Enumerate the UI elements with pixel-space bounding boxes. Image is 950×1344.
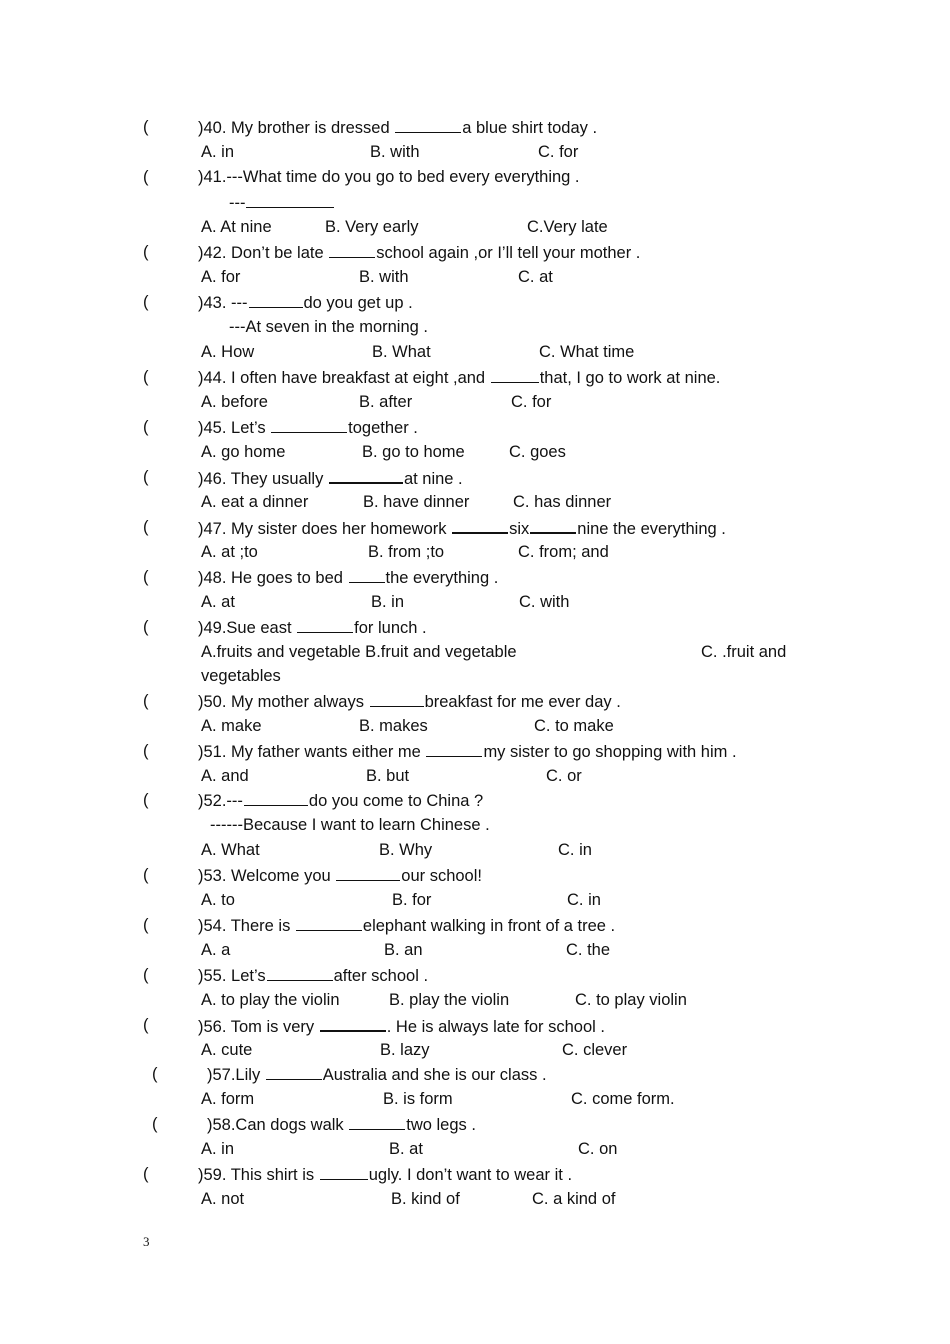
answer-blank — [297, 617, 353, 633]
question-text: six — [509, 520, 530, 538]
option-c: C. at — [518, 268, 553, 286]
question-text: )58.Can dogs walk — [207, 1116, 349, 1134]
answer-blank — [329, 467, 403, 484]
option-c: C. from; and — [518, 543, 609, 561]
answer-blank — [244, 790, 308, 806]
answer-paren: ( — [143, 518, 149, 536]
option-c: C. What time — [539, 343, 635, 361]
question-text: two legs . — [406, 1116, 476, 1134]
option-b: B. at — [389, 1140, 423, 1158]
question-text: )44. I often have breakfast at eight ,and — [198, 369, 490, 387]
question-text: )41.---What time do you go to bed every everything . — [198, 168, 580, 186]
option-b: B. Why — [379, 841, 433, 859]
answer-paren: ( — [143, 243, 149, 261]
answer-blank — [271, 417, 347, 433]
question-text: after school . — [333, 967, 429, 985]
question-text: )47. My sister does her homework — [198, 520, 452, 538]
question-text: do you get up . — [303, 294, 413, 312]
answer-paren: ( — [143, 742, 149, 760]
option-c: C. on — [578, 1140, 618, 1158]
answer-blank — [349, 567, 385, 583]
option-a: A. eat a dinner — [201, 493, 309, 511]
answer-paren: ( — [143, 118, 149, 136]
option-c: C. .fruit and — [701, 643, 787, 661]
page-number: 3 — [143, 1234, 150, 1249]
question-text: ---At seven in the morning . — [229, 318, 428, 336]
option-c: C. in — [567, 891, 601, 909]
question-text: the everything . — [385, 569, 499, 587]
option-b: B. go to home — [362, 443, 465, 461]
answer-paren: ( — [143, 1016, 149, 1034]
option-c: C. to play violin — [575, 991, 687, 1009]
option-a: A. to — [201, 891, 235, 909]
question-text: ugly. I don’t want to wear it . — [368, 1166, 573, 1184]
answer-paren: ( — [143, 791, 149, 809]
answer-paren: ( — [143, 692, 149, 710]
question-text: ------Because I want to learn Chinese . — [210, 816, 490, 834]
option-c-continued: vegetables — [201, 667, 281, 685]
question-text: our school! — [401, 867, 482, 885]
answer-blank — [395, 117, 461, 133]
answer-blank — [320, 1015, 386, 1032]
question-text: that, I go to work at nine. — [539, 369, 721, 387]
option-a: A. before — [201, 393, 268, 411]
answer-blank — [320, 1164, 368, 1180]
option-b: B. with — [359, 268, 409, 286]
question-text: )57.Lily — [207, 1066, 265, 1084]
answer-paren: ( — [143, 468, 149, 486]
option-b: B. Very early — [325, 218, 419, 236]
question-text: )54. There is — [198, 917, 295, 935]
answer-paren: ( — [143, 966, 149, 984]
option-b: B. is form — [383, 1090, 453, 1108]
answer-blank — [296, 915, 362, 931]
answer-blank — [370, 691, 424, 707]
question-text: for lunch . — [354, 619, 427, 637]
option-b: B. from ;to — [368, 543, 445, 561]
option-c: C. goes — [509, 443, 566, 461]
question-text: school again ,or I’ll tell your mother . — [376, 244, 641, 262]
answer-blank — [530, 517, 576, 534]
question-text: my sister to go shopping with him . — [483, 743, 737, 761]
option-b: B. play the violin — [389, 991, 510, 1009]
answer-paren: ( — [143, 418, 149, 436]
question-text: . He is always late for school . — [386, 1018, 605, 1036]
option-c: C. come form. — [571, 1090, 675, 1108]
question-text: nine the everything . — [577, 520, 726, 538]
option-c: C.Very late — [527, 218, 608, 236]
option-b: B. after — [359, 393, 413, 411]
option-a: A. a — [201, 941, 231, 959]
option-b: B. kind of — [391, 1190, 460, 1208]
question-text: )50. My mother always — [198, 693, 369, 711]
option-a: A. How — [201, 343, 255, 361]
answer-blank — [426, 741, 482, 757]
option-c: C. a kind of — [532, 1190, 616, 1208]
answer-paren: ( — [143, 168, 149, 186]
option-c: C. for — [538, 143, 579, 161]
option-a: A. not — [201, 1190, 245, 1208]
option-b: B. makes — [359, 717, 428, 735]
answer-paren: ( — [143, 568, 149, 586]
option-a: A. for — [201, 268, 241, 286]
option-a: A. go home — [201, 443, 286, 461]
answer-blank — [336, 865, 400, 881]
answer-blank — [267, 965, 333, 981]
question-text: Australia and she is our class . — [322, 1066, 547, 1084]
option-c: C. in — [558, 841, 592, 859]
question-text: )59. This shirt is — [198, 1166, 319, 1184]
question-text: a blue shirt today . — [462, 119, 598, 137]
question-text: )51. My father wants either me — [198, 743, 426, 761]
question-text: )43. --- — [198, 294, 248, 312]
answer-paren: ( — [143, 368, 149, 386]
question-text: )53. Welcome you — [198, 867, 336, 885]
question-text: )46. They usually — [198, 470, 328, 488]
option-b: B. an — [384, 941, 423, 959]
option-a-b: A.fruits and vegetable B.fruit and vegetable — [201, 643, 517, 661]
answer-blank — [329, 242, 375, 258]
question-text: )49.Sue east — [198, 619, 297, 637]
option-b: B. lazy — [380, 1041, 430, 1059]
option-b: B. with — [370, 143, 420, 161]
answer-blank — [452, 517, 508, 534]
answer-paren: ( — [143, 916, 149, 934]
option-a: A. in — [201, 1140, 235, 1158]
answer-paren: ( — [152, 1115, 158, 1133]
question-text: )42. Don’t be late — [198, 244, 329, 262]
question-text: )52.--- — [198, 792, 243, 810]
option-a: A. make — [201, 717, 262, 735]
option-b: B. What — [372, 343, 431, 361]
option-c: C. to make — [534, 717, 614, 735]
option-a: A. in — [201, 143, 235, 161]
question-text: at nine . — [403, 470, 463, 488]
answer-paren: ( — [143, 293, 149, 311]
question-text: )55. Let’s — [198, 967, 266, 985]
option-a: A. cute — [201, 1041, 253, 1059]
option-a: A. at — [201, 593, 235, 611]
option-a: A. at ;to — [201, 543, 258, 561]
answer-blank — [491, 367, 539, 383]
answer-paren: ( — [143, 866, 149, 884]
answer-blank — [349, 1114, 405, 1130]
option-a: A. and — [201, 767, 249, 785]
question-text: elephant walking in front of a tree . — [362, 917, 616, 935]
option-c: C. the — [566, 941, 611, 959]
option-a: A. At nine — [201, 218, 272, 236]
option-b: B. in — [371, 593, 405, 611]
option-c: C. or — [546, 767, 582, 785]
option-c: C. for — [511, 393, 552, 411]
option-a: A. What — [201, 841, 260, 859]
option-c: C. has dinner — [513, 493, 612, 511]
question-text: )45. Let’s — [198, 419, 271, 437]
question-text: )48. He goes to bed — [198, 569, 348, 587]
answer-blank — [246, 192, 334, 208]
option-c: C. with — [519, 593, 570, 611]
option-a: A. form — [201, 1090, 255, 1108]
option-b: B. but — [366, 767, 410, 785]
answer-paren: ( — [143, 1165, 149, 1183]
question-text: )56. Tom is very — [198, 1018, 319, 1036]
question-text: together . — [348, 419, 418, 437]
answer-blank — [266, 1064, 322, 1080]
option-b: B. have dinner — [363, 493, 470, 511]
option-b: B. for — [392, 891, 432, 909]
question-text: breakfast for me ever day . — [424, 693, 621, 711]
answer-blank — [249, 292, 303, 308]
answer-paren: ( — [152, 1065, 158, 1083]
answer-paren: ( — [143, 618, 149, 636]
option-c: C. clever — [562, 1041, 628, 1059]
question-text: --- — [229, 194, 246, 212]
question-text: do you come to China ? — [308, 792, 484, 810]
question-text: )40. My brother is dressed — [198, 119, 395, 137]
option-a: A. to play the violin — [201, 991, 340, 1009]
